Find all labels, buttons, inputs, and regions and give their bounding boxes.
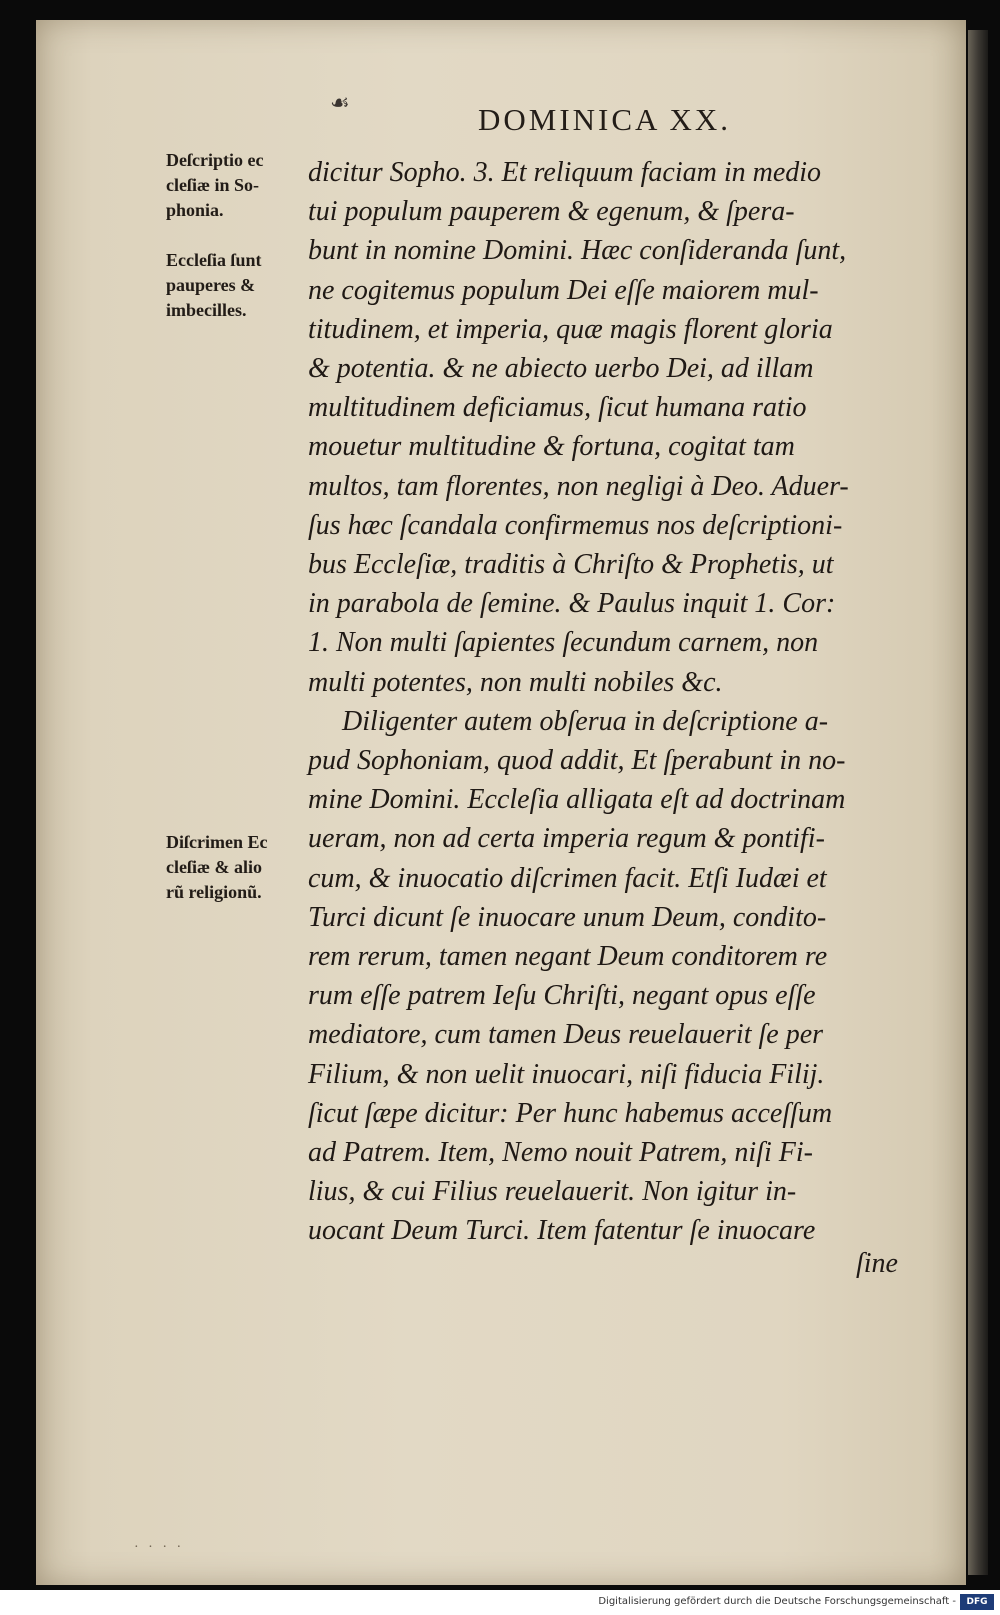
text-line: tui populum pauperem & egenum, & ſpera- [308, 196, 795, 228]
sidenote-line: pauperes & [166, 275, 256, 295]
text-line: multi potentes, non multi nobiles &c. [308, 666, 723, 698]
dfg-logo-icon: DFG [960, 1594, 994, 1610]
text-line: rem rerum, tamen negant Deum conditorem re [308, 941, 828, 973]
footer-credit: Digitalisierung gefördert durch die Deutsche Forschungsgemeinschaft - [598, 1596, 956, 1607]
text-line: uocant Deum Turci. Item fatentur ſe inuocare [308, 1215, 816, 1247]
sidenote-line: cleſiæ & alio [166, 857, 262, 877]
text-line: mine Domini. Eccleſia alligata eſt ad doctrinam [308, 784, 846, 816]
text-line: bunt in nomine Domini. Hæc conſideranda ſunt, [308, 235, 847, 267]
sidenote-line: phonia. [166, 200, 224, 220]
text-line: lius, & cui Filius reuelauerit. Non igitur in- [308, 1176, 797, 1208]
sidenote-line: cleſiæ in So- [166, 175, 259, 195]
sidenote-ecclesia [166, 248, 298, 323]
text-line: pud Sophoniam, quod addit, Et ſperabunt in no- [308, 745, 846, 777]
text-line: mouetur multitudine & fortuna, cogitat tam [308, 431, 795, 463]
text-line: ſicut ſæpe dicitur: Per hunc habemus acceſſum [308, 1097, 833, 1129]
text-line-indented: Diligenter autem obſerua in deſcriptione a- [342, 705, 829, 737]
text-line: ueram, non ad certa imperia regum & pontifi- [308, 823, 825, 855]
text-line: multitudinem deficiamus, ſicut humana ratio [308, 392, 807, 424]
catchword: ſine [856, 1248, 898, 1279]
sidenote-line: Diſcrimen Ec [166, 832, 268, 852]
text-line: ſus hæc ſcandala confirmemus nos deſcriptioni- [308, 509, 843, 541]
text-line: ne cogitemus populum Dei eſſe maiorem mul- [308, 274, 819, 306]
text-line: 1. Non multi ſapientes ſecundum carnem, non [308, 627, 819, 659]
sidenote-discrimen [166, 830, 298, 905]
sidenote-line: imbecilles. [166, 300, 247, 320]
ornament-fleuron: ☙ [330, 90, 350, 115]
sidenote-line: Eccleſia ſunt [166, 250, 262, 270]
sidenote-line: Deſcriptio ec [166, 150, 264, 170]
text-line: multos, tam florentes, non negligi à Deo. Aduer- [308, 470, 849, 502]
text-line: in parabola de ſemine. & Paulus inquit 1. Cor: [308, 588, 836, 620]
text-line: ad Patrem. Item, Nemo nouit Patrem, niſi Fi- [308, 1137, 813, 1169]
text-line: titudinem, et imperia, quæ magis florent gloria [308, 313, 833, 345]
running-head: DOMINICA XX. [478, 102, 731, 137]
page-specks: · · · · [134, 1540, 185, 1555]
body-text [308, 153, 948, 1251]
text-line: rum eſſe patrem Ieſu Chriſti, negant opus eſſe [308, 980, 816, 1012]
text-line: Filium, & non uelit inuocari, niſi fiducia Filij. [308, 1058, 825, 1090]
sidenote-line: rũ religionũ. [166, 882, 262, 902]
text-line: & potentia. & ne abiecto uerbo Dei, ad illam [308, 353, 814, 385]
text-line: mediatore, cum tamen Deus reuelauerit ſe per [308, 1019, 824, 1051]
text-line: cum, & inuocatio diſcrimen facit. Etſi Iudæi et [308, 862, 827, 894]
sidenote-descriptio [166, 148, 298, 223]
page-edge-shadow [968, 30, 988, 1575]
text-line: dicitur Sopho. 3. Et reliquum faciam in medio [308, 157, 822, 188]
digitization-footer [0, 1590, 1000, 1615]
text-line: bus Eccleſiæ, traditis à Chriſto & Prophetis, ut [308, 549, 834, 581]
text-line: Turci dicunt ſe inuocare unum Deum, condito- [308, 901, 827, 933]
